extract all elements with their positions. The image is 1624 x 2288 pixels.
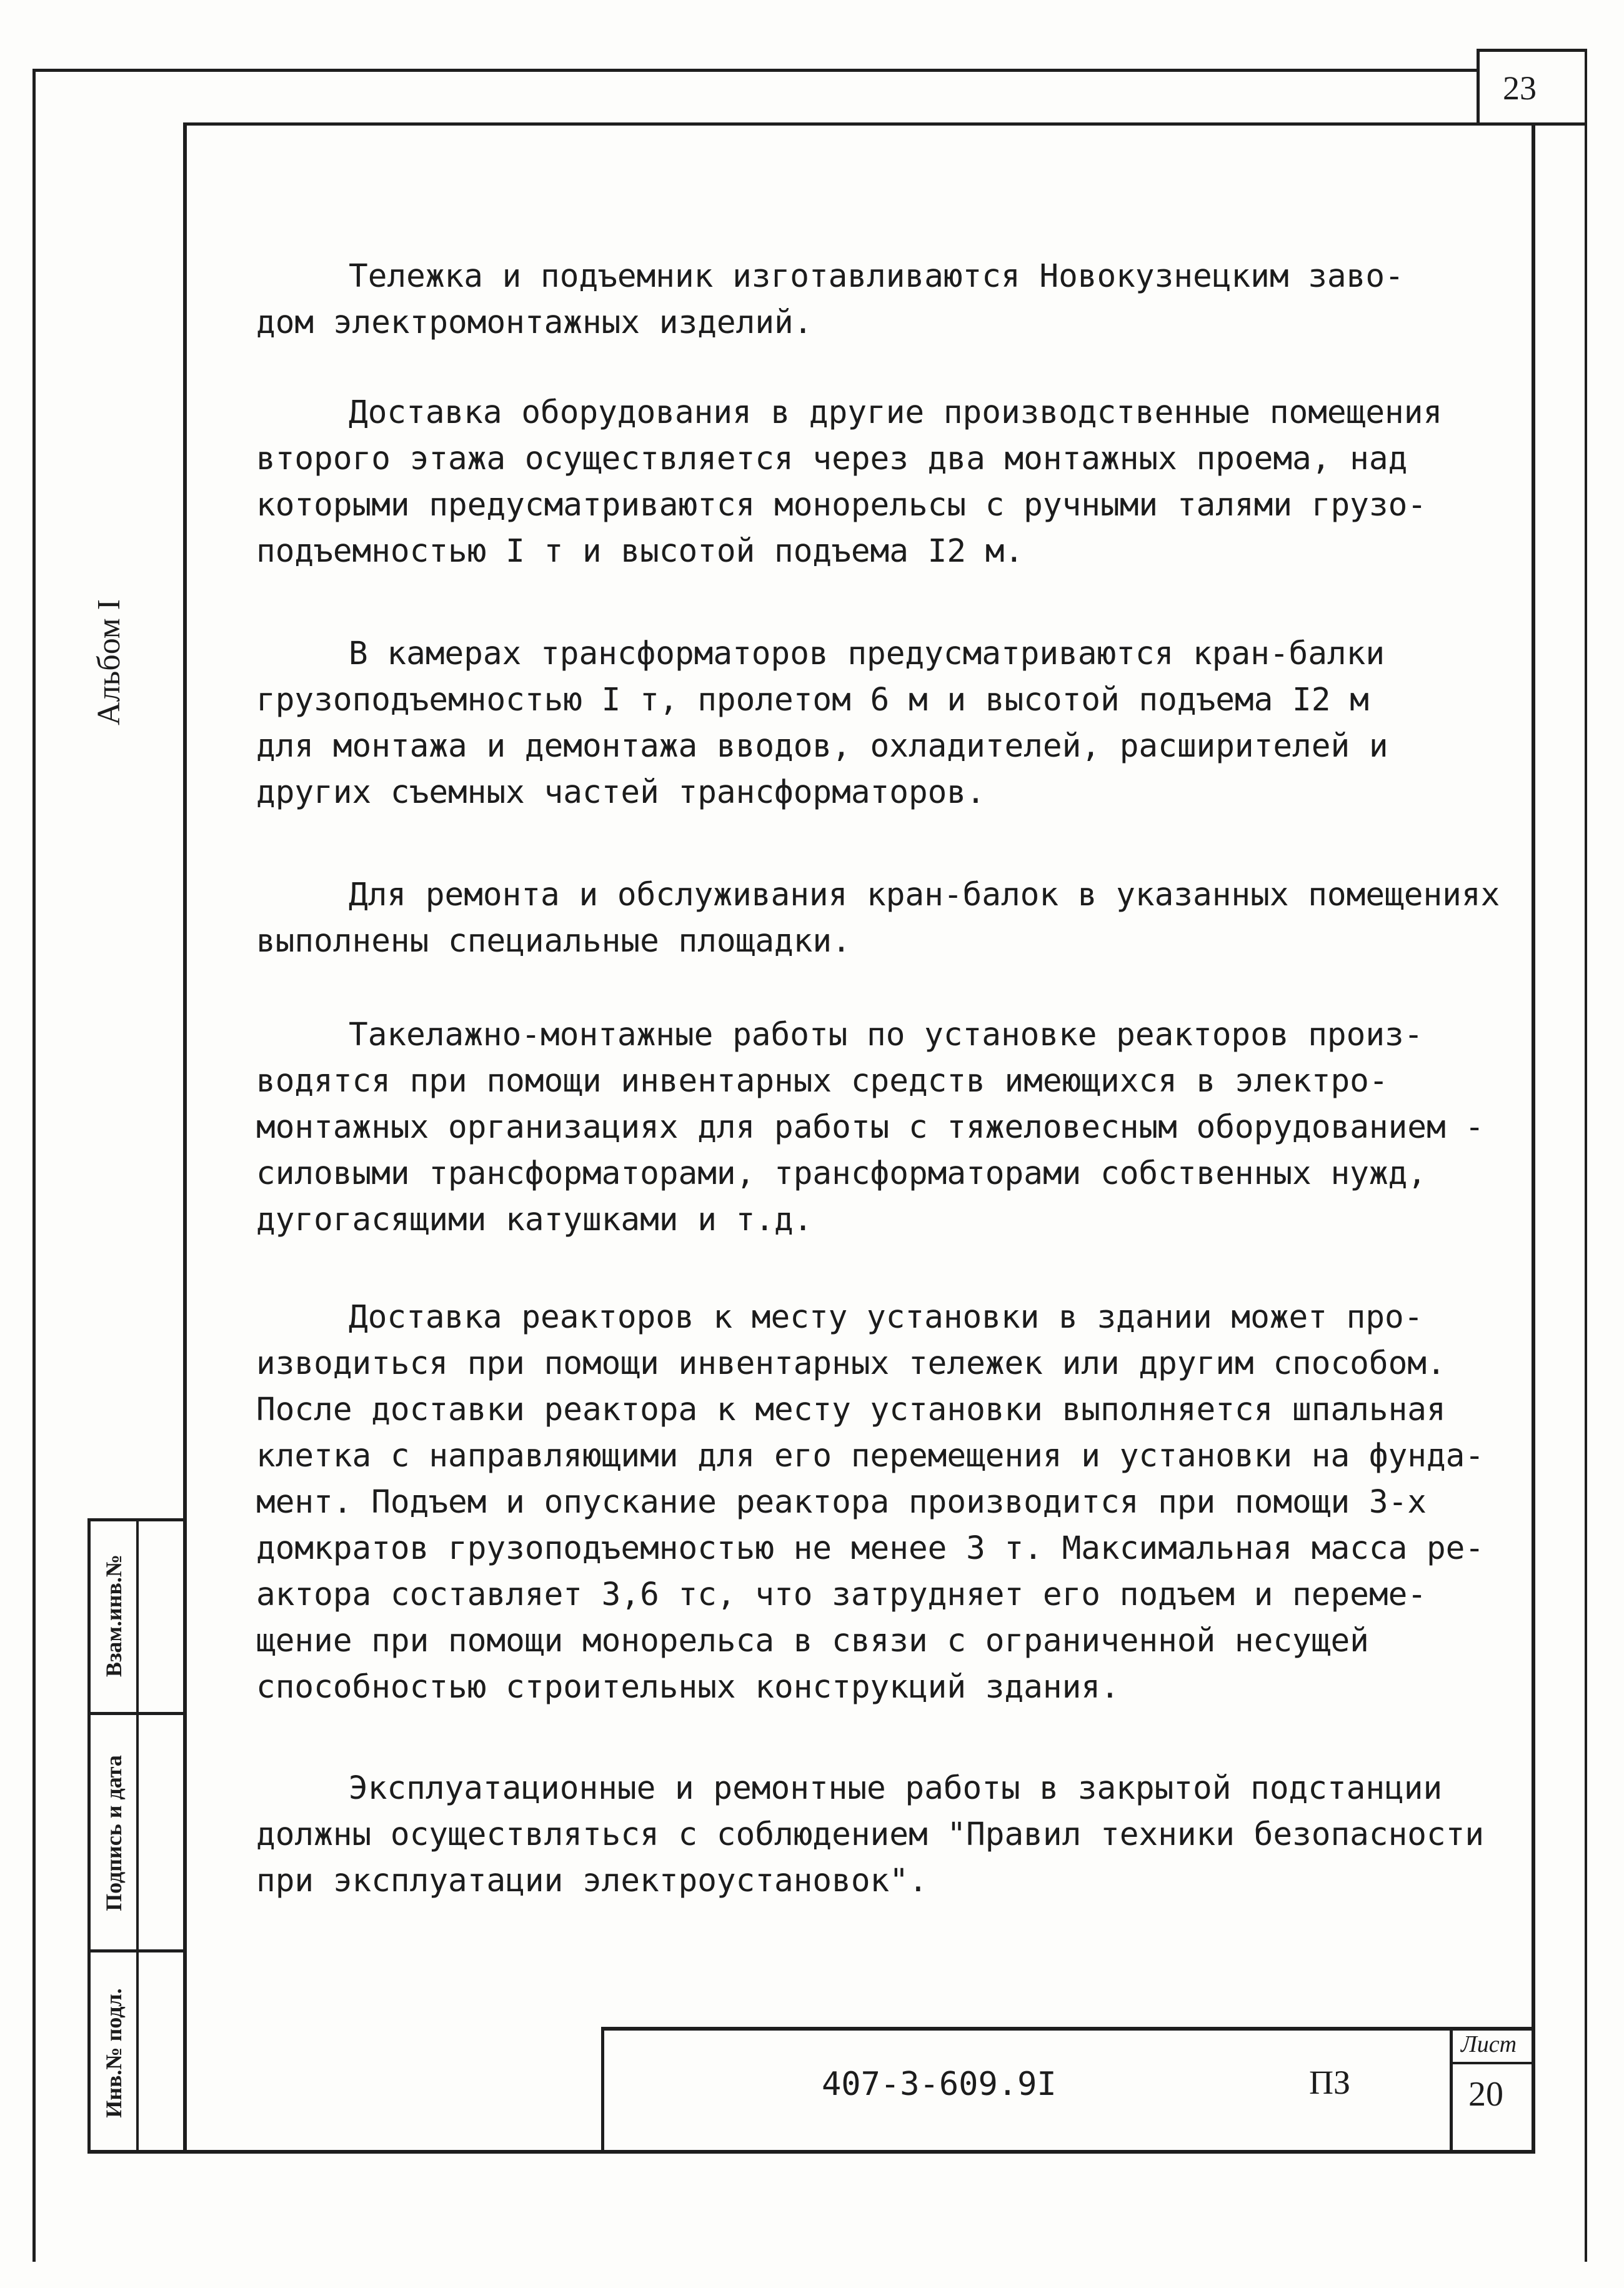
text-line: монтажных организациях для работы с тяжеловесным оборудованием -: [256, 1109, 1485, 1146]
page-number-top: 23: [1503, 69, 1537, 107]
stamp-row-top: [87, 1518, 184, 1521]
text-line: мент. Подъем и опускание реактора производится при помощи 3-х: [256, 1484, 1427, 1521]
text-line: актора составляет 3,6 тс, что затрудняет его подъем и переме-: [256, 1576, 1427, 1613]
text-line: дугогасящими катушками и т.д.: [256, 1201, 813, 1238]
inner-frame-right: [1532, 122, 1535, 2153]
title-block-sheet-left: [1450, 2027, 1453, 2152]
stamp-row-divider-1: [87, 1712, 184, 1715]
paragraph: [256, 390, 1512, 575]
text-line: Эксплуатационные и ремонтные работы в закрытой подстанции: [349, 1770, 1443, 1807]
text-line: Такелажно-монтажные работы по установке реакторов произ-: [349, 1017, 1423, 1053]
text-line: домкратов грузоподъемностью не менее 3 т. Максимальная масса ре-: [256, 1530, 1485, 1567]
paragraph: [256, 1012, 1512, 1243]
title-block-top: [601, 2027, 1535, 2031]
text-line: грузоподъемностью I т, пролетом 6 м и высотой подъема I2 м: [256, 682, 1369, 719]
outer-frame-left: [32, 69, 36, 2262]
album-label: Альбом I: [91, 599, 127, 725]
sheet-label: Лист: [1461, 2031, 1517, 2057]
stamp-column-left: [87, 1518, 91, 2154]
paragraph: [256, 872, 1512, 965]
text-line: при эксплуатации электроустановок".: [256, 1863, 928, 1899]
text-line: После доставки реактора к месту установки выполняется шпальная: [256, 1391, 1446, 1428]
stamp-vzam-label: Взам.инв.№: [101, 1554, 126, 1678]
outer-frame-right: [1585, 125, 1587, 2262]
text-line: изводиться при помощи инвентарных тележек или другим способом.: [256, 1345, 1446, 1382]
text-line: В камерах трансформаторов предусматриваются кран-балки: [349, 635, 1385, 672]
page-number-box-right: [1585, 49, 1587, 125]
text-line: подъемностью I т и высотой подъема I2 м.: [256, 533, 1024, 570]
title-block-left: [601, 2027, 604, 2152]
stamp-inv-label: Инв.№ подл.: [101, 1988, 126, 2118]
sheet-number: 20: [1468, 2075, 1503, 2114]
text-line: Доставка реакторов к месту установки в здании может про-: [349, 1299, 1423, 1336]
stamp-podpis-label: Подпись и дата: [101, 1755, 126, 1911]
text-line: других съемных частей трансформаторов.: [256, 774, 985, 811]
outer-frame-top: [32, 69, 1479, 72]
text-line: второго этажа осуществляется через два монтажных проема, над: [256, 440, 1408, 477]
text-line: способностью строительных конструкций здания.: [256, 1669, 1120, 1706]
page-number-box-left: [1477, 49, 1480, 125]
text-line: Для ремонта и обслуживания кран-балок в указанных помещениях: [349, 877, 1500, 913]
title-block-sheet-divider: [1450, 2062, 1535, 2064]
text-line: дом электромонтажных изделий.: [256, 304, 813, 341]
text-line: должны осуществляться с соблюдением "Правил техники безопасности: [256, 1816, 1485, 1853]
inner-frame-top: [184, 122, 1587, 126]
text-line: водятся при помощи инвентарных средств имеющихся в электро-: [256, 1063, 1388, 1100]
document-code: 407-3-609.9I: [822, 2066, 1057, 2103]
text-line: щение при помощи монорельса в связи с ограниченной несущей: [256, 1623, 1369, 1659]
text-line: силовыми трансформаторами, трансформаторами собственных нужд,: [256, 1155, 1427, 1192]
text-line: Доставка оборудования в другие производственные помещения: [349, 394, 1443, 431]
inner-frame-bottom: [87, 2150, 1535, 2154]
stamp-row-divider-2: [87, 1949, 184, 1952]
paragraph: [256, 1295, 1512, 1711]
paragraph: [256, 1766, 1512, 1904]
paragraph: [256, 254, 1512, 346]
inner-frame-left: [183, 122, 187, 2153]
stamp-column-right: [136, 1518, 139, 2154]
text-line: Тележка и подъемник изготавливаются Новокузнецким заво-: [349, 258, 1404, 295]
text-line: клетка с направляющими для его перемещения и установки на фунда-: [256, 1438, 1485, 1475]
text-line: выполнены специальные площадки.: [256, 923, 851, 960]
text-line: которыми предусматриваются монорельсы с ручными талями грузо-: [256, 487, 1427, 524]
page-number-box-top: [1477, 49, 1587, 52]
text-line: для монтажа и демонтажа вводов, охладителей, расширителей и: [256, 728, 1388, 765]
paragraph: [256, 631, 1512, 816]
document-section: ПЗ: [1309, 2064, 1351, 2101]
